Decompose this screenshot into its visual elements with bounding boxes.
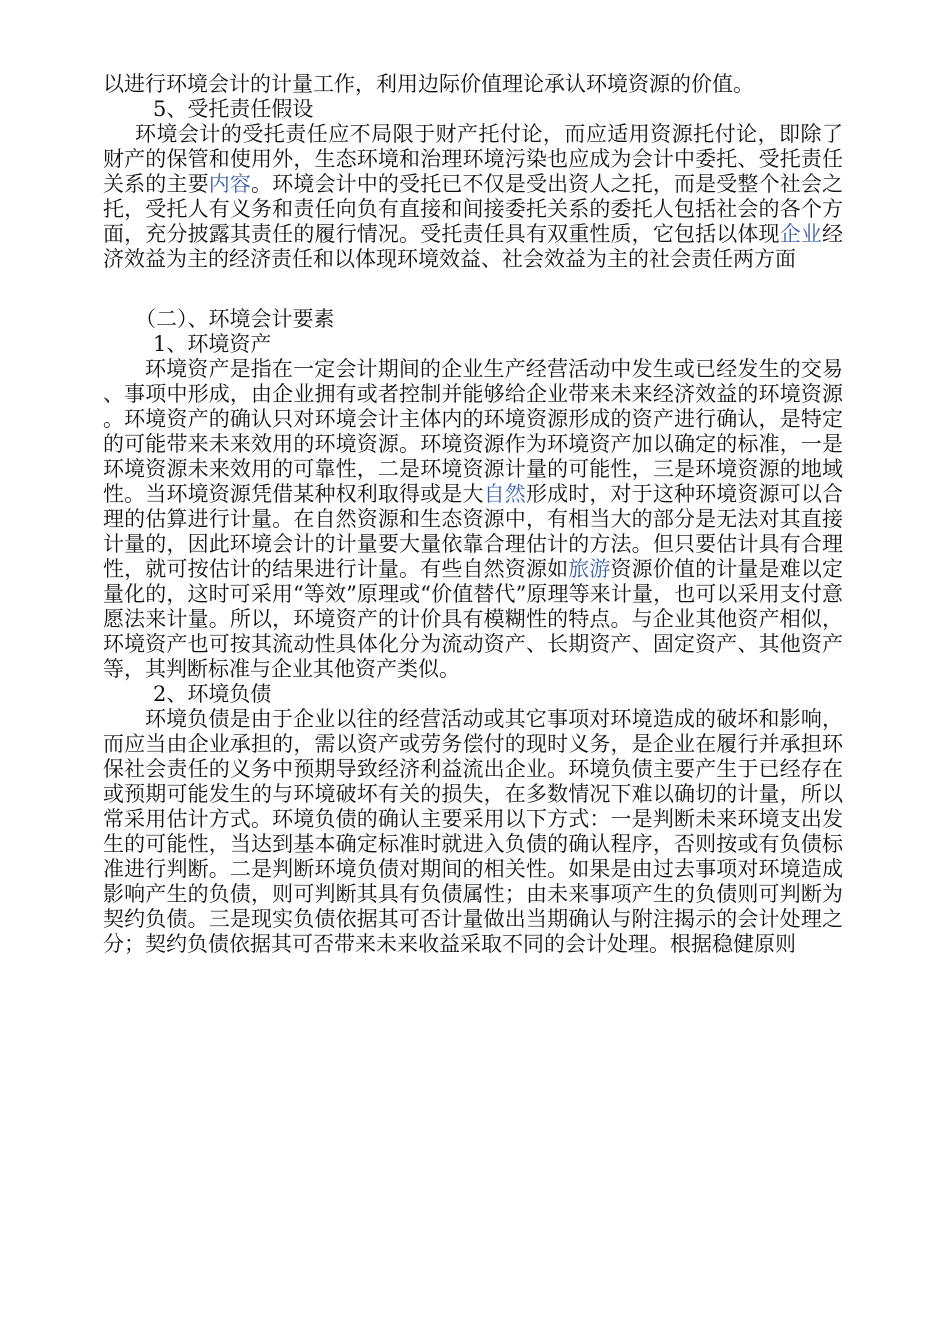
- paragraph-intro: 以进行环境会计的计量工作，利用边际价值理论承认环境资源的价值。: [103, 72, 754, 96]
- heading-environmental-assets: 1、环境资产: [153, 332, 272, 356]
- heading-trust-assumption: 5、受托责任假设: [153, 97, 314, 121]
- link-content[interactable]: 内容: [208, 172, 252, 196]
- paragraph-trust-text-3: 经济效益为主的经济责任和以体现环境效益、社会效益为主的社会责任两方面: [103, 222, 843, 271]
- paragraph-assets: [103, 357, 843, 682]
- spacer: [103, 297, 843, 307]
- paragraph-trust-text-1: 环境会计的受托责任应不局限于财产托付论，而应适用资源托付论，即除了财产的保管和使用外，生态环境和治理环境污染也应成为会计中委托、受托责任关系的主要: [103, 122, 843, 196]
- spacer: [103, 272, 843, 297]
- link-nature[interactable]: 自然: [483, 482, 526, 506]
- heading-environmental-liabilities: 2、环境负债: [153, 682, 272, 706]
- paragraph-assets-text-3: 资源价值的计量是难以定量化的，这时可采用“等效”原理或“价值替代”原理等来计量，也可以采用支付意愿法来计量。所以，环境资产的计价具有模糊性的特点。与企业其他资产相似，环境资产也可按其流动性具体化分为流动资产、长期资产、固定资产、其他资产等，其判断标准与企业其他资产类似。: [103, 557, 844, 681]
- paragraph-liabilities: 环境负债是由于企业以往的经营活动或其它事项对环境造成的破坏和影响，而应当由企业承担的，需以资产或劳务偿付的现时义务，是企业在履行并承担环保社会责任的义务中预期导致经济利益流出企业。环境负债主要产生于已经存在或预期可能发生的与环境破坏有关的损失，在多数情况下难以确切的计量，所以常采用估计方式。环境负债的确认主要采用以下方式：一是判断未来环境支出发生的可能性，当达到基本确定标准时就进入负债的确认程序，否则按或有负债标准进行判断。二是判断环境负债对期间的相关性。如果是由过去事项对环境造成影响产生的负债，则可判断其具有负债属性；由未来事项产生的负债则可判断为契约负债。三是现实负债依据其可否计量做出当期确认与附注揭示的会计处理之分；契约负债依据其可否带来未来收益采取不同的会计处理。根据稳健原则: [103, 707, 843, 956]
- paragraph-assets-text-1: 环境资产是指在一定会计期间的企业生产经营活动中发生或已经发生的交易、事项中形成，由企业拥有或者控制并能够给企业带来未来经济效益的环境资源。环境资产的确认只对环境会计主体内的环境资源形成的资产进行确认，是特定的可能带来未来效用的环境资源。环境资源作为环境资产加以确定的标准，一是环境资源未来效用的可靠性，二是环境资源计量的可能性，三是环境资源的地域性。当环境资源凭借某种权利取得或是大: [103, 357, 843, 506]
- link-enterprise[interactable]: 企业: [779, 222, 822, 246]
- link-tourism[interactable]: 旅游: [568, 557, 611, 581]
- document-page: [103, 72, 843, 957]
- paragraph-trust: [103, 122, 843, 272]
- heading-accounting-elements: （二）、环境会计要素: [135, 307, 335, 331]
- paragraph-trust-text-2: 。环境会计中的受托已不仅是受出资人之托，而是受整个社会之托，受托人有义务和责任向负有直接和间接委托关系的委托人包括社会的各个方面，充分披露其责任的履行情况。受托责任具有双重性质，它包括以体现: [103, 172, 844, 246]
- paragraph-assets-text-2: 形成时，对于这种环境资源可以合理的估算进行计量。在自然资源和生态资源中，有相当大的部分是无法对其直接计量的，因此环境会计的计量要大量依靠合理估计的方法。但只要估计具有合理性，就可按估计的结果进行计量。有些自然资源如: [103, 482, 844, 581]
